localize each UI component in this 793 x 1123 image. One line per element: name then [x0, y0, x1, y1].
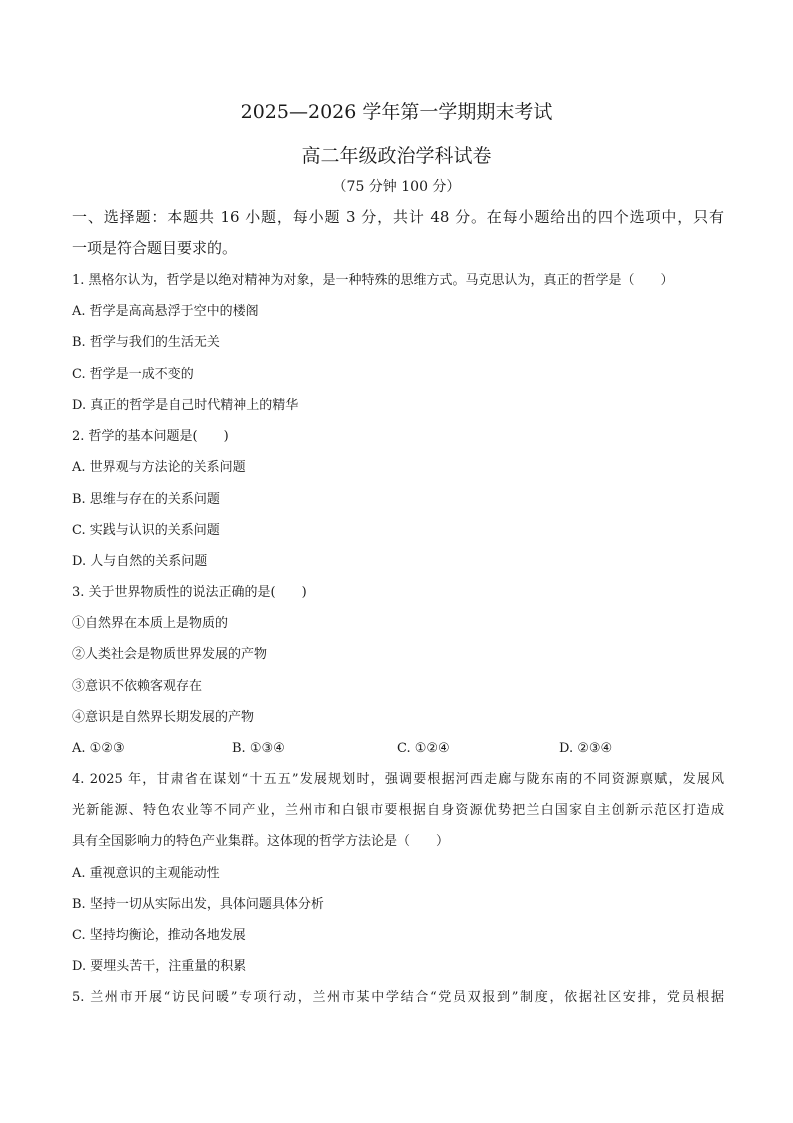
question-4-option-c: C. 坚持均衡论，推动各地发展 [72, 928, 246, 943]
question-3-stem: 3. 关于世界物质性的说法正确的是( ) [72, 585, 307, 600]
question-3-item-1: ①自然界在本质上是物质的 [72, 616, 229, 631]
question-5-stem-line1: 5. 兰州市开展“访民问暖”专项行动，兰州市某中学结合“党员双报到”制度，依据社区安排，党员根据 [72, 990, 724, 1005]
question-3-item-2: ②人类社会是物质世界发展的产物 [72, 647, 268, 662]
section-instructions-line1: 一、选择题：本题共 16 小题，每小题 3 分，共计 48 分。在每小题给出的四个选项中，只有 [72, 208, 724, 226]
question-3-item-4: ④意识是自然界长期发展的产物 [72, 710, 255, 725]
question-2-option-c: C. 实践与认识的关系问题 [72, 523, 220, 538]
question-4-option-d: D. 要埋头苦干，注重量的积累 [72, 959, 247, 974]
question-1-option-b: B. 哲学与我们的生活无关 [72, 335, 220, 350]
question-2-option-a: A. 世界观与方法论的关系问题 [72, 460, 246, 475]
question-3-option-c: C. ①②④ [397, 741, 450, 756]
question-4-stem-line3: 具有全国影响力的特色产业集群。这体现的哲学方法论是（ ） [72, 834, 450, 849]
question-3-item-3: ③意识不依赖客观存在 [72, 679, 203, 694]
question-1-option-d: D. 真正的哲学是自己时代精神上的精华 [72, 398, 299, 413]
question-4-option-b: B. 坚持一切从实际出发，具体问题具体分析 [72, 897, 324, 912]
question-4-stem-line2: 光新能源、特色农业等不同产业，兰州市和白银市要根据自身资源优势把兰白国家自主创新示范区打造成 [72, 803, 724, 818]
question-3-option-b: B. ①③④ [232, 741, 285, 756]
exam-subtitle: 高二年级政治学科试卷 [301, 145, 492, 167]
question-4-option-a: A. 重视意识的主观能动性 [72, 866, 220, 881]
question-4-stem-line1: 4. 2025 年，甘肃省在谋划“十五五”发展规划时，强调要根据河西走廊与陇东南的不同资源禀赋，发展风 [72, 772, 724, 787]
question-2-stem: 2. 哲学的基本问题是( ) [72, 429, 229, 444]
question-3-option-a: A. ①②③ [72, 741, 125, 756]
exam-title: 2025—2026 学年第一学期期末考试 [240, 101, 553, 123]
question-1-option-c: C. 哲学是一成不变的 [72, 367, 194, 382]
question-3-option-d: D. ②③④ [559, 741, 613, 756]
question-1-option-a: A. 哲学是高高悬浮于空中的楼阁 [72, 304, 259, 319]
exam-time-score: （75 分钟 100 分） [332, 179, 461, 195]
section-instructions-line2: 一项是符合题目要求的。 [72, 239, 238, 257]
question-2-option-b: B. 思维与存在的关系问题 [72, 492, 220, 507]
question-2-option-d: D. 人与自然的关系问题 [72, 554, 208, 569]
question-1-stem: 1. 黑格尔认为，哲学是以绝对精神为对象，是一种特殊的思维方式。马克思认为，真正的哲学是（ ） [72, 273, 674, 288]
